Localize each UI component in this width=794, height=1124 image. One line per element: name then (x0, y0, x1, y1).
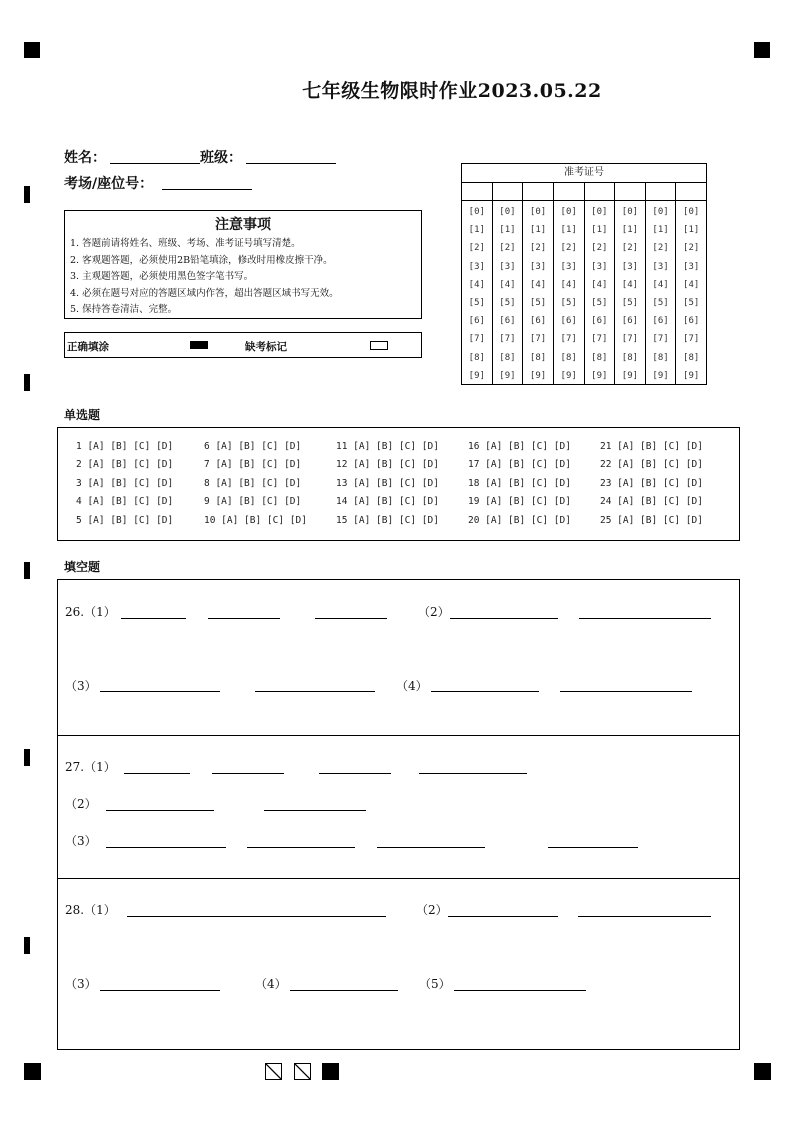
q27-part2-label: （2） (65, 797, 97, 811)
answer-line[interactable] (100, 691, 220, 692)
admission-digit-bubble[interactable]: [9] (560, 370, 577, 381)
admission-digit-bubble[interactable]: [9] (621, 370, 639, 381)
admission-digit-bubble[interactable]: [3] (652, 261, 669, 272)
admission-digit-column (646, 183, 677, 385)
admission-digit-bubble[interactable]: [3] (529, 261, 547, 272)
admission-digit-bubble[interactable]: [7] (652, 334, 669, 345)
choice-question-row[interactable]: 16 [A] [B] [C] [D] (468, 441, 571, 452)
admission-digit-bubble[interactable]: [6] (499, 316, 516, 327)
admission-digit-bubble[interactable]: [9] (468, 370, 485, 381)
admission-digit-bubble[interactable]: [8] (621, 352, 639, 363)
answer-line[interactable] (578, 916, 711, 917)
admission-digit-bubble[interactable]: [1] (652, 225, 669, 236)
admission-digit-bubble[interactable]: [6] (468, 316, 485, 327)
admission-digit-bubble[interactable]: [6] (560, 316, 577, 327)
admission-digit-bubble[interactable]: [5] (591, 298, 608, 309)
slash-mark-icon (295, 1064, 311, 1080)
admission-digit-bubble[interactable]: [5] (621, 298, 639, 309)
page-title-text: 七年级生物限时作业2023.05.22 (302, 80, 602, 102)
answer-line[interactable] (319, 773, 391, 774)
admission-digit-bubble[interactable]: [6] (652, 316, 669, 327)
answer-line[interactable] (208, 618, 280, 619)
corner-marker-bottom-right (754, 1063, 771, 1080)
answer-line[interactable] (548, 847, 638, 848)
admission-digit-bubble[interactable]: [4] (499, 279, 516, 290)
choice-question-row[interactable]: 14 [A] [B] [C] [D] (336, 496, 439, 508)
admission-digit-bubble[interactable]: [0] (560, 207, 577, 217)
admission-number-label: 准考证号 (462, 164, 706, 183)
q28-part1-label: 28.（1） (65, 903, 116, 917)
notice-item: 2. 客观题答题，必须使用2B铅笔填涂，修改时用橡皮擦干净。 (70, 254, 333, 266)
admission-digit-column (585, 183, 616, 385)
admission-digit-bubble[interactable]: [3] (560, 261, 577, 272)
admission-digit-bubble[interactable]: [6] (621, 316, 639, 327)
choice-question-row[interactable]: 21 [A] [B] [C] [D] (600, 441, 703, 452)
choice-question-row[interactable]: 7 [A] [B] [C] [D] (204, 459, 302, 471)
absent-mark-checkbox[interactable] (370, 341, 388, 350)
q28-part4-label: （4） (255, 977, 287, 991)
class-label: 班级： (200, 150, 242, 166)
admission-digit-bubble[interactable]: [4] (683, 279, 700, 290)
notice-item: 3. 主观题答题，必须使用黑色签字笔书写。 (70, 271, 254, 282)
page-id-box-slashed (294, 1063, 311, 1080)
absent-mark-label: 缺考标记 (245, 341, 287, 353)
q28-part2-label: （2） (416, 903, 448, 917)
question-26-box (57, 579, 740, 736)
q28-part5-label: （5） (419, 977, 451, 991)
q26-part1-label: 26.（1） (65, 605, 116, 619)
timing-mark (24, 562, 30, 579)
admission-digit-bubble[interactable]: [1] (529, 225, 547, 236)
admission-digit-bubble[interactable]: [2] (468, 243, 485, 254)
admission-digit-bubble[interactable]: [4] (560, 279, 577, 290)
admission-digit-bubble[interactable]: [8] (591, 352, 608, 363)
notice-item: 5. 保持答卷清洁、完整。 (70, 304, 178, 315)
q26-part3-label: （3） (65, 679, 97, 693)
admission-digit-bubble[interactable]: [1] (468, 225, 485, 236)
admission-digit-bubble[interactable]: [1] (499, 225, 516, 236)
admission-digit-bubble[interactable]: [8] (560, 352, 577, 363)
admission-digit-bubble[interactable]: [8] (499, 352, 516, 363)
slash-mark-icon (266, 1064, 282, 1080)
admission-digit-bubble[interactable]: [7] (591, 334, 608, 345)
choice-question-row[interactable]: 13 [A] [B] [C] [D] (336, 477, 439, 489)
answer-line[interactable] (454, 990, 586, 991)
choice-question-row[interactable]: 2 [A] [B] [C] [D] (76, 459, 174, 471)
admission-digit-bubble[interactable]: [3] (683, 261, 700, 272)
timing-mark (24, 374, 30, 391)
single-choice-heading: 单选题 (64, 408, 101, 422)
admission-digit-bubble[interactable]: [5] (468, 298, 485, 309)
notice-item: 1. 答题前请将姓名、班级、考场、准考证号填写清楚。 (70, 238, 301, 249)
choice-question-row[interactable]: 17 [A] [B] [C] [D] (468, 459, 571, 471)
choice-question-row[interactable]: 10 [A] [B] [C] [D] (204, 514, 307, 526)
q27-part3-label: （3） (65, 834, 97, 848)
fill-legend (64, 332, 422, 358)
admission-digit-bubble[interactable]: [4] (621, 279, 639, 290)
admission-digit-bubble[interactable]: [3] (468, 261, 485, 272)
admission-digit-bubble[interactable]: [1] (621, 225, 639, 236)
choice-question-row[interactable]: 1 [A] [B] [C] [D] (76, 441, 174, 452)
admission-digit-bubble[interactable]: [0] (683, 207, 700, 217)
admission-digit-bubble[interactable]: [9] (591, 370, 608, 381)
correct-fill-label: 正确填涂 (67, 341, 109, 353)
admission-digit-entry[interactable] (462, 183, 492, 201)
page-title (0, 76, 794, 103)
admission-digit-bubble[interactable]: [2] (529, 243, 547, 254)
admission-digit-column (523, 183, 554, 385)
answer-line[interactable] (579, 618, 711, 619)
room-seat-label: 考场/座位号： (64, 176, 154, 192)
admission-digit-bubble[interactable]: [2] (621, 243, 639, 254)
answer-line[interactable] (255, 691, 375, 692)
admission-digit-bubble[interactable]: [3] (591, 261, 608, 272)
notice-item: 4. 必须在题号对应的答题区域内作答，超出答题区域书写无效。 (70, 287, 339, 299)
admission-digit-entry[interactable] (493, 183, 523, 201)
admission-digit-bubble[interactable]: [9] (652, 370, 669, 381)
admission-digit-bubble[interactable]: [1] (560, 225, 577, 236)
answer-line[interactable] (247, 847, 355, 848)
admission-digit-bubble[interactable]: [6] (591, 316, 608, 327)
admission-digit-bubble[interactable]: [1] (591, 225, 608, 236)
answer-line[interactable] (315, 618, 387, 619)
choice-question-row[interactable]: 22 [A] [B] [C] [D] (600, 459, 703, 471)
admission-digit-bubble[interactable]: [5] (683, 298, 700, 309)
choice-question-row[interactable]: 19 [A] [B] [C] [D] (468, 496, 571, 508)
page-id-box-filled (322, 1063, 339, 1080)
corner-marker-top-right (754, 42, 770, 58)
admission-digit-bubble[interactable]: [2] (683, 243, 700, 254)
choice-question-row[interactable]: 18 [A] [B] [C] [D] (468, 477, 571, 489)
admission-digit-column (554, 183, 585, 385)
admission-digit-entry[interactable] (676, 183, 706, 201)
admission-digit-bubble[interactable]: [0] (652, 207, 669, 217)
admission-digit-bubble[interactable]: [8] (652, 352, 669, 363)
admission-digit-bubble[interactable]: [4] (468, 279, 485, 290)
question-28-box (57, 878, 740, 1050)
admission-digit-bubble[interactable]: [4] (529, 279, 547, 290)
timing-mark (24, 937, 30, 954)
choice-question-row[interactable]: 20 [A] [B] [C] [D] (468, 514, 571, 526)
admission-digit-bubble[interactable]: [0] (468, 207, 485, 217)
admission-digit-bubble[interactable]: [5] (560, 298, 577, 309)
q28-part3-label: （3） (65, 977, 97, 991)
answer-line[interactable] (450, 618, 558, 619)
choice-question-row[interactable]: 12 [A] [B] [C] [D] (336, 459, 439, 471)
admission-digit-entry[interactable] (615, 183, 645, 201)
admission-digit-column (615, 183, 646, 385)
choice-question-row[interactable]: 9 [A] [B] [C] [D] (204, 496, 302, 508)
admission-digit-bubble[interactable]: [0] (499, 207, 516, 217)
admission-digit-bubble[interactable]: [2] (560, 243, 577, 254)
admission-digit-bubble[interactable]: [0] (529, 207, 547, 217)
name-field[interactable] (110, 163, 200, 164)
answer-line[interactable] (124, 773, 190, 774)
correct-fill-sample (190, 341, 208, 349)
admission-digit-bubble[interactable]: [3] (621, 261, 639, 272)
answer-line[interactable] (448, 916, 558, 917)
choice-question-row[interactable]: 15 [A] [B] [C] [D] (336, 514, 439, 526)
choice-question-row[interactable]: 25 [A] [B] [C] [D] (600, 514, 703, 526)
choice-question-row[interactable]: 4 [A] [B] [C] [D] (76, 496, 174, 508)
answer-line[interactable] (419, 773, 527, 774)
admission-digit-bubble[interactable]: [8] (468, 352, 485, 363)
admission-digit-bubble[interactable]: [4] (591, 279, 608, 290)
choice-question-row[interactable]: 8 [A] [B] [C] [D] (204, 477, 302, 489)
admission-digit-column (462, 183, 493, 385)
answer-line[interactable] (431, 691, 539, 692)
notice-heading: 注意事项 (215, 217, 271, 233)
notice-box (64, 210, 422, 319)
admission-digit-entry[interactable] (646, 183, 676, 201)
admission-digit-bubble[interactable]: [3] (499, 261, 516, 272)
admission-digit-bubble[interactable]: [9] (499, 370, 516, 381)
answer-line[interactable] (106, 810, 214, 811)
admission-digit-bubble[interactable]: [2] (499, 243, 516, 254)
admission-digit-bubble[interactable]: [0] (621, 207, 639, 217)
q26-part2-label: （2） (418, 605, 450, 619)
timing-mark (24, 749, 30, 766)
admission-digit-bubble[interactable]: [5] (529, 298, 547, 309)
admission-digit-bubble[interactable]: [4] (652, 279, 669, 290)
q27-part1-label: 27.（1） (65, 760, 116, 774)
admission-digit-entry[interactable] (554, 183, 584, 201)
choice-question-row[interactable]: 23 [A] [B] [C] [D] (600, 477, 703, 489)
admission-digit-bubble[interactable]: [7] (621, 334, 639, 345)
answer-line[interactable] (290, 990, 398, 991)
q26-part4-label: （4） (396, 679, 428, 693)
admission-digit-bubble[interactable]: [5] (499, 298, 516, 309)
admission-digit-bubble[interactable]: [7] (529, 334, 547, 345)
choice-question-row[interactable]: 24 [A] [B] [C] [D] (600, 496, 703, 508)
admission-digit-column (676, 183, 706, 385)
admission-digit-bubble[interactable]: [0] (591, 207, 608, 217)
answer-line[interactable] (100, 990, 220, 991)
name-label: 姓名： (64, 150, 106, 166)
fill-blank-heading: 填空题 (64, 560, 101, 574)
answer-line[interactable] (264, 810, 366, 811)
answer-line[interactable] (127, 916, 386, 917)
timing-mark (24, 186, 30, 203)
admission-digit-bubble[interactable]: [1] (683, 225, 700, 236)
admission-digit-bubble[interactable]: [6] (683, 316, 700, 327)
page-id-box-slashed (265, 1063, 282, 1080)
answer-line[interactable] (560, 691, 692, 692)
answer-line[interactable] (121, 618, 186, 619)
admission-digit-column (493, 183, 524, 385)
admission-number-grid (461, 163, 707, 385)
admission-digit-bubble[interactable]: [2] (591, 243, 608, 254)
admission-digit-bubble[interactable]: [7] (499, 334, 516, 345)
admission-digit-bubble[interactable]: [7] (683, 334, 700, 345)
answer-line[interactable] (212, 773, 284, 774)
corner-marker-top-left (24, 42, 40, 58)
admission-digit-bubble[interactable]: [7] (468, 334, 485, 345)
answer-line[interactable] (377, 847, 485, 848)
question-27-box (57, 735, 740, 879)
choice-question-row[interactable]: 5 [A] [B] [C] [D] (76, 514, 174, 526)
choice-question-row[interactable]: 11 [A] [B] [C] [D] (336, 441, 439, 452)
answer-line[interactable] (106, 847, 226, 848)
corner-marker-bottom-left (24, 1063, 41, 1080)
admission-digit-entry[interactable] (523, 183, 553, 201)
choice-question-row[interactable]: 3 [A] [B] [C] [D] (76, 477, 174, 489)
admission-digit-bubble[interactable]: [7] (560, 334, 577, 345)
admission-digit-bubble[interactable]: [6] (529, 316, 547, 327)
single-choice-box (57, 427, 740, 541)
admission-digit-entry[interactable] (585, 183, 615, 201)
admission-digit-bubble[interactable]: [9] (683, 370, 700, 381)
admission-digit-bubble[interactable]: [5] (652, 298, 669, 309)
admission-digit-bubble[interactable]: [9] (529, 370, 547, 381)
choice-question-row[interactable]: 6 [A] [B] [C] [D] (204, 441, 302, 452)
class-field[interactable] (246, 163, 336, 164)
admission-digit-bubble[interactable]: [2] (652, 243, 669, 254)
admission-digit-bubble[interactable]: [8] (529, 352, 547, 363)
admission-digit-bubble[interactable]: [8] (683, 352, 700, 363)
room-seat-field[interactable] (162, 189, 252, 190)
